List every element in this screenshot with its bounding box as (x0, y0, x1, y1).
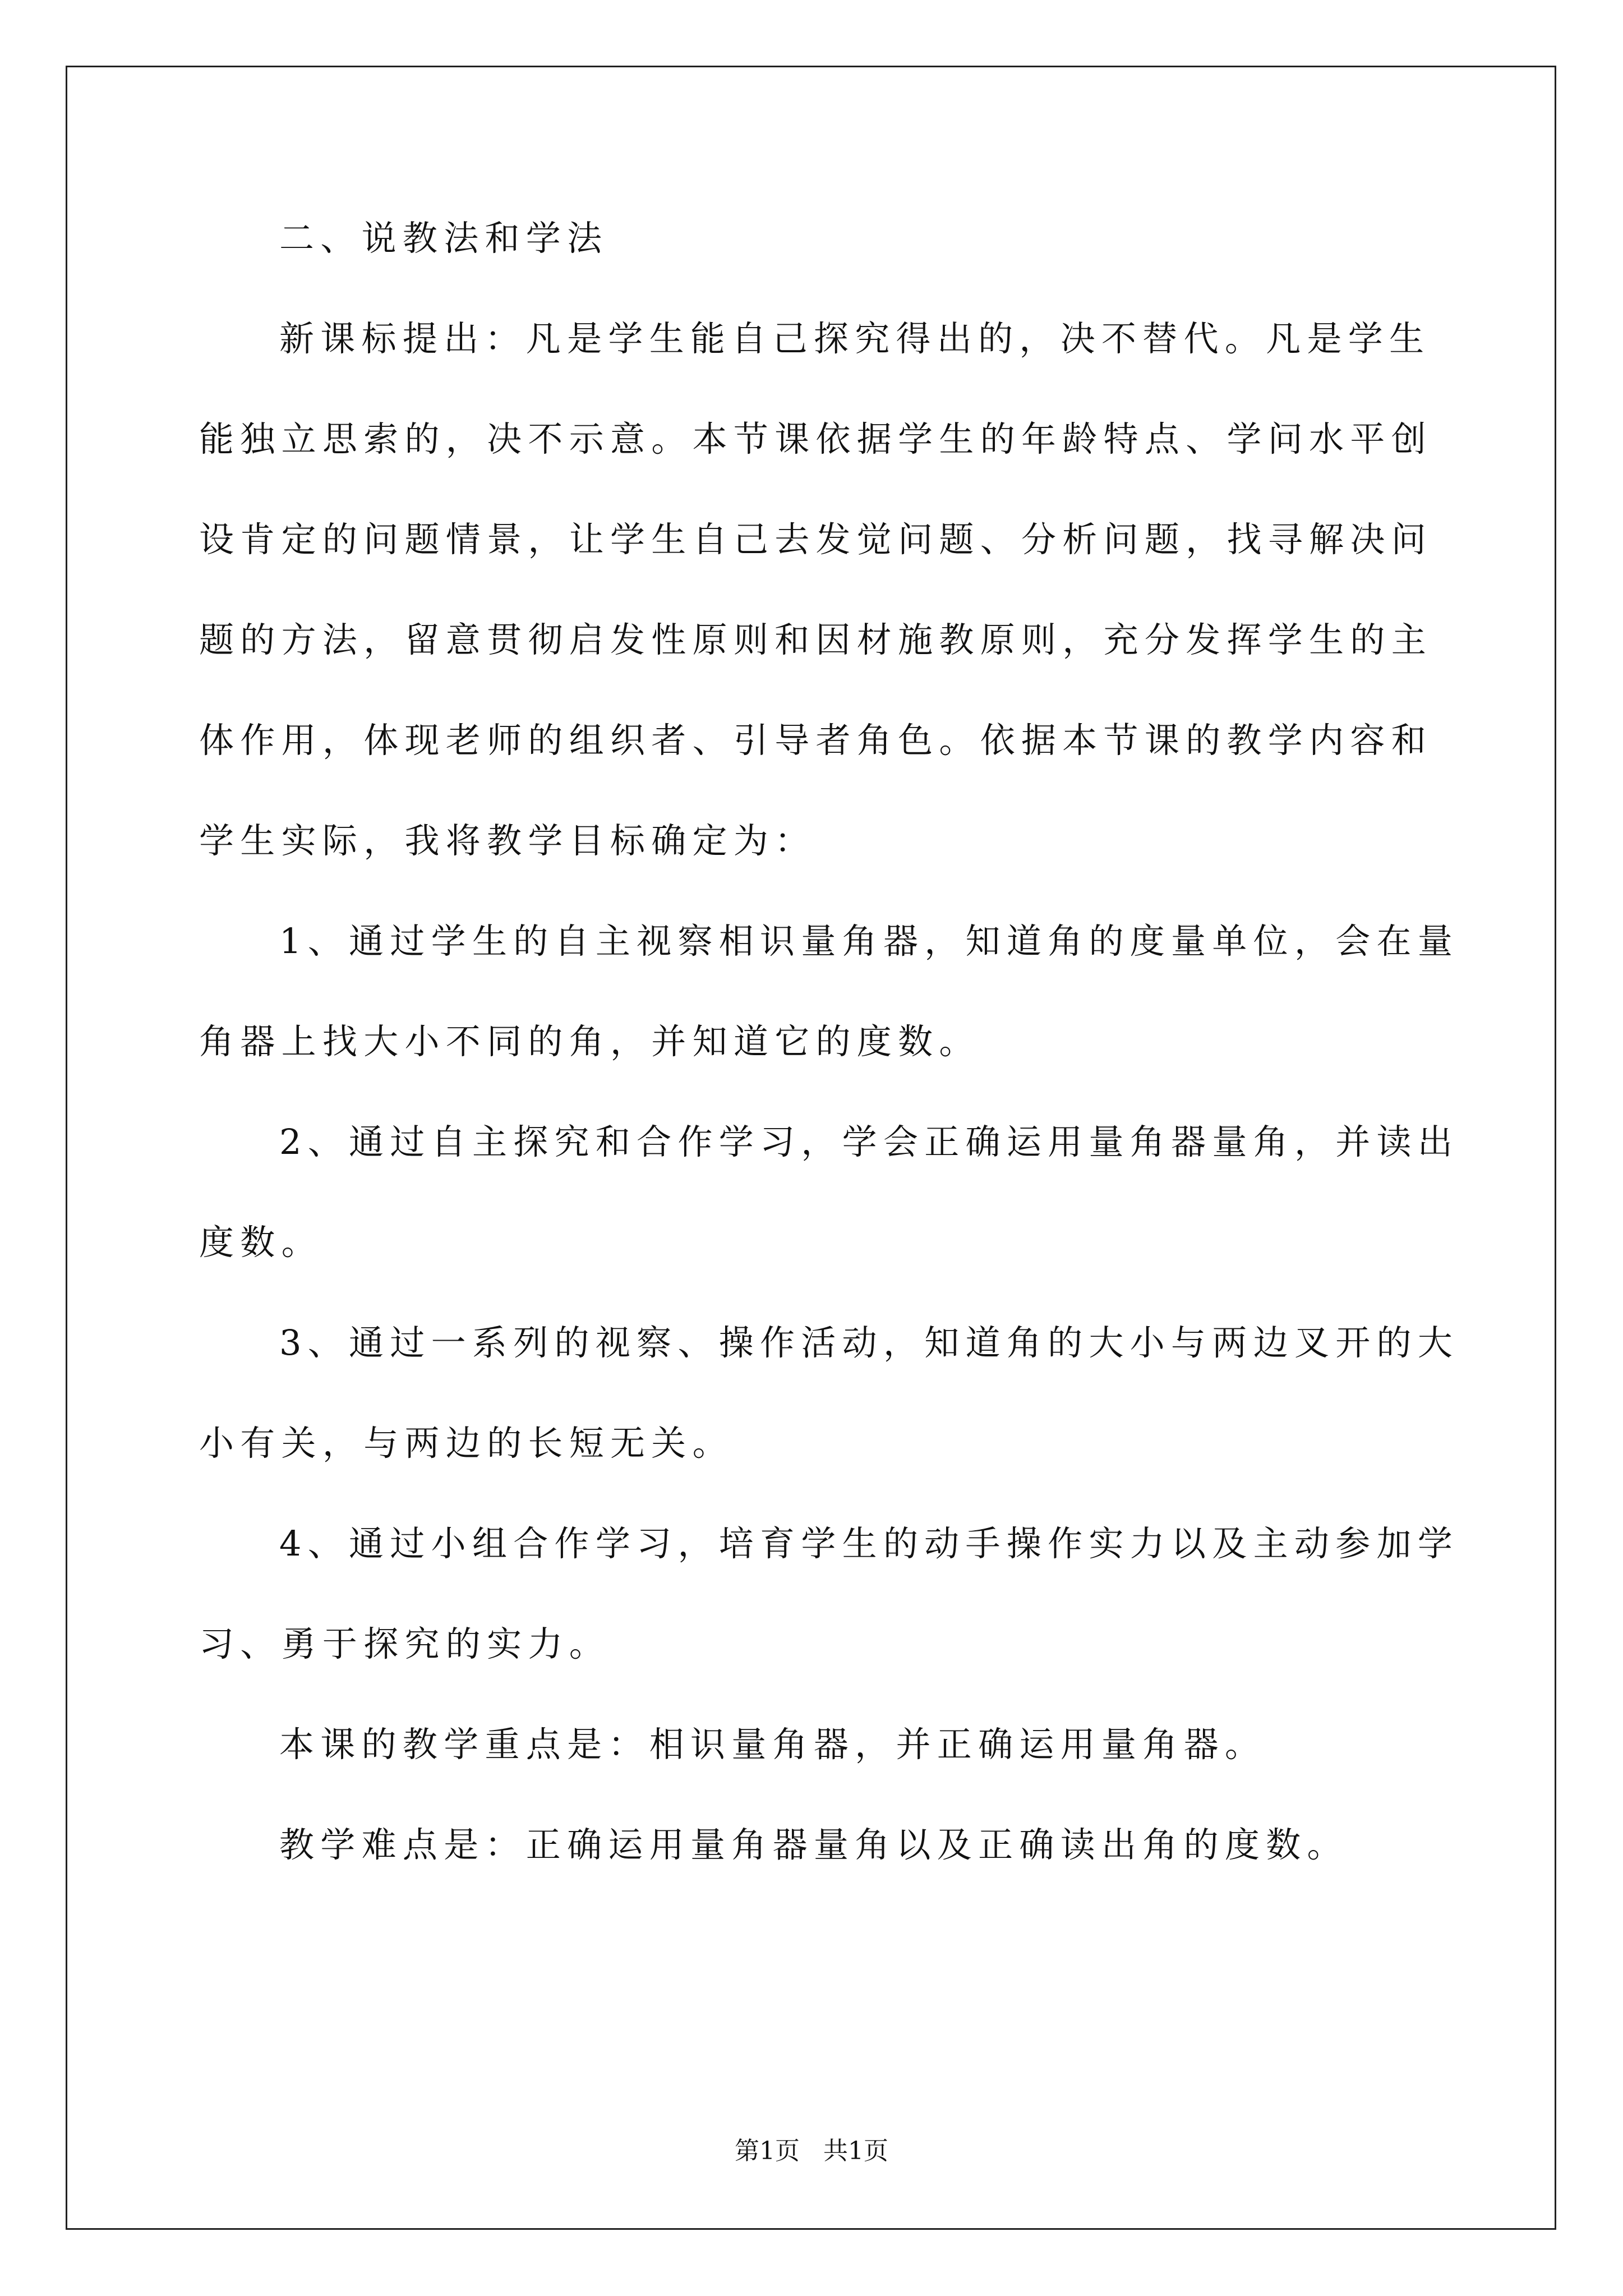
objective-3-line: 小有关，与两边的长短无关。 (199, 1423, 734, 1464)
key-point-line: 本课的教学重点是：相识量角器，并正确运用量角器。 (279, 1724, 1266, 1765)
paragraph-line: 学生实际，我将教学目标确定为： (199, 820, 816, 861)
document-body (199, 216, 1459, 1867)
objective-4-line: 4、通过小组合作学习，培育学生的动手操作实力以及主动参加学 (279, 1523, 1459, 1564)
page-footer: 第1页 共1页 (735, 2137, 888, 2165)
objective-1-line: 角器上找大小不同的角，并知道它的度数。 (199, 1021, 980, 1062)
difficulty-line: 教学难点是：正确运用量角器量角以及正确读出角的度数。 (279, 1824, 1348, 1865)
objective-1-line: 1、通过学生的自主视察相识量角器，知道角的度量单位，会在量 (279, 921, 1459, 961)
objective-3-line: 3、通过一系列的视察、操作活动，知道角的大小与两边叉开的大 (279, 1322, 1459, 1363)
section-heading: 二、说教法和学法 (279, 218, 608, 259)
paragraph-line: 新课标提出：凡是学生能自己探究得出的，决不替代。凡是学生 (279, 318, 1431, 359)
paragraph-line: 设肯定的问题情景，让学生自己去发觉问题、分析问题，找寻解决问 (199, 519, 1433, 560)
paragraph-line: 能独立思索的，决不示意。本节课依据学生的年龄特点、学问水平创 (199, 418, 1433, 459)
paragraph-line: 体作用，体现老师的组织者、引导者角色。依据本节课的教学内容和 (199, 720, 1433, 761)
objective-2-line: 度数。 (199, 1222, 322, 1263)
paragraph-line: 题的方法，留意贯彻启发性原则和因材施教原则，充分发挥学生的主 (199, 619, 1433, 660)
objective-4-line: 习、勇于探究的实力。 (199, 1623, 611, 1664)
objective-2-line: 2、通过自主探究和合作学习，学会正确运用量角器量角，并读出 (279, 1121, 1459, 1162)
